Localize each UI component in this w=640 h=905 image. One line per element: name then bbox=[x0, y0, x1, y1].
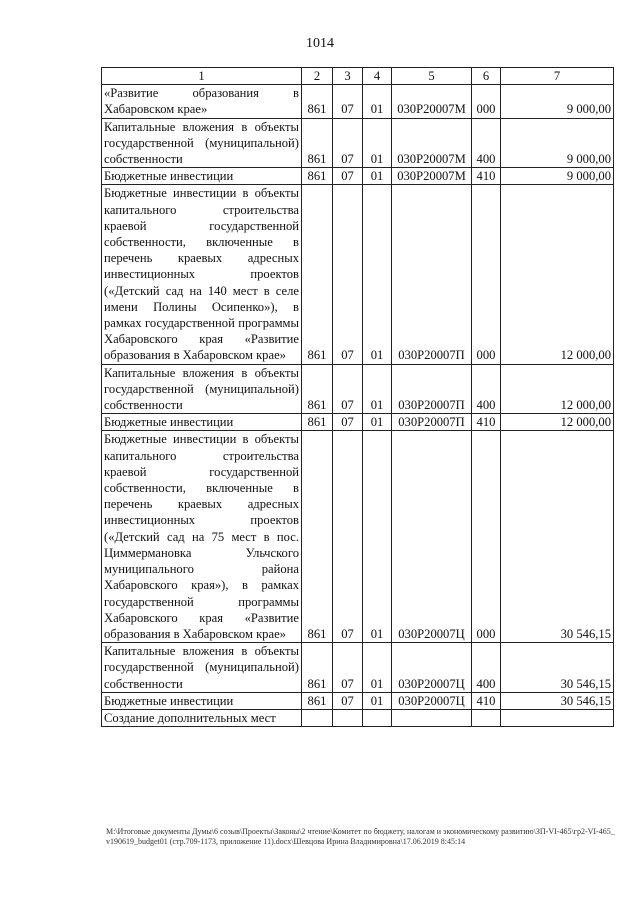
expense-type-cell: 410 bbox=[472, 168, 501, 185]
table-row bbox=[102, 85, 614, 118]
table-row bbox=[102, 692, 614, 709]
grbs-code-cell: 861 bbox=[302, 364, 333, 414]
table-row bbox=[102, 709, 614, 726]
target-article-cell: 030P20007M bbox=[392, 168, 472, 185]
expense-type-cell: 410 bbox=[472, 414, 501, 431]
grbs-code-cell: 861 bbox=[302, 118, 333, 168]
amount-cell: 12 000,00 bbox=[501, 364, 614, 414]
row-name-cell: Капитальные вложения в объекты государственной (муниципальной) собственности bbox=[102, 643, 302, 693]
section-code-cell: 07 bbox=[333, 168, 363, 185]
amount-cell: 9 000,00 bbox=[501, 168, 614, 185]
subsection-code-cell: 01 bbox=[363, 692, 392, 709]
target-article-cell: 030P20007M bbox=[392, 85, 472, 118]
row-name-cell: «Развитие образования в Хабаровском крае» bbox=[102, 85, 302, 118]
header-cell-5: 5 bbox=[392, 68, 472, 85]
target-article-cell: 030P20007M bbox=[392, 118, 472, 168]
amount-cell: 30 546,15 bbox=[501, 431, 614, 643]
grbs-code-cell: 861 bbox=[302, 85, 333, 118]
expense-type-cell: 400 bbox=[472, 643, 501, 693]
amount-cell: 9 000,00 bbox=[501, 85, 614, 118]
section-code-cell bbox=[333, 709, 363, 726]
subsection-code-cell: 01 bbox=[363, 414, 392, 431]
table-row bbox=[102, 168, 614, 185]
expense-type-cell bbox=[472, 709, 501, 726]
subsection-code-cell: 01 bbox=[363, 168, 392, 185]
table-row bbox=[102, 431, 614, 643]
document-path-footer: M:\Итоговые документы Думы\6 созыв\Проекты\Законы\2 чтение\Комитет по бюджету, налогам и экономическому развитию\ЗП-VI-465\гр2-VI-465_v190619_budget01 (стр.709-1173, приложение 11).docx\Шевцова Ирина Владимировна\17.06.2019 8:45:14 bbox=[106, 827, 615, 846]
row-name-cell: Бюджетные инвестиции в объекты капитального строительства краевой государственной собственности, включенные в перечень краевых адресных инвестиционных проектов («Детский сад на 75 мест в пос. Циммермановка Ульчского муниципального района Хабаровского края»), в рамках государственной программы Хабаровского края «Развитие образования в Хабаровском крае» bbox=[102, 431, 302, 643]
amount-cell: 30 546,15 bbox=[501, 692, 614, 709]
grbs-code-cell: 861 bbox=[302, 168, 333, 185]
expense-type-cell: 000 bbox=[472, 431, 501, 643]
subsection-code-cell: 01 bbox=[363, 118, 392, 168]
subsection-code-cell: 01 bbox=[363, 643, 392, 693]
section-code-cell: 07 bbox=[333, 643, 363, 693]
target-article-cell: 030P20007Ц bbox=[392, 692, 472, 709]
section-code-cell: 07 bbox=[333, 414, 363, 431]
amount-cell: 12 000,00 bbox=[501, 414, 614, 431]
grbs-code-cell: 861 bbox=[302, 185, 333, 364]
row-name-cell: Бюджетные инвестиции bbox=[102, 414, 302, 431]
section-code-cell: 07 bbox=[333, 364, 363, 414]
section-code-cell: 07 bbox=[333, 431, 363, 643]
header-cell-2: 2 bbox=[302, 68, 333, 85]
subsection-code-cell: 01 bbox=[363, 364, 392, 414]
subsection-code-cell: 01 bbox=[363, 431, 392, 643]
row-name-cell: Бюджетные инвестиции bbox=[102, 168, 302, 185]
grbs-code-cell bbox=[302, 709, 333, 726]
header-cell-7: 7 bbox=[501, 68, 614, 85]
row-name-cell: Бюджетные инвестиции bbox=[102, 692, 302, 709]
target-article-cell: 030P20007П bbox=[392, 185, 472, 364]
amount-cell: 12 000,00 bbox=[501, 185, 614, 364]
table-row bbox=[102, 185, 614, 364]
expense-type-cell: 000 bbox=[472, 85, 501, 118]
table-row bbox=[102, 118, 614, 168]
header-cell-4: 4 bbox=[363, 68, 392, 85]
target-article-cell: 030P20007Ц bbox=[392, 431, 472, 643]
grbs-code-cell: 861 bbox=[302, 414, 333, 431]
expense-type-cell: 400 bbox=[472, 364, 501, 414]
header-cell-1: 1 bbox=[102, 68, 302, 85]
table-row bbox=[102, 643, 614, 693]
section-code-cell: 07 bbox=[333, 692, 363, 709]
row-name-cell: Создание дополнительных мест bbox=[102, 709, 302, 726]
page-number: 1014 bbox=[306, 36, 334, 51]
subsection-code-cell: 01 bbox=[363, 185, 392, 364]
expense-type-cell: 410 bbox=[472, 692, 501, 709]
expense-type-cell: 400 bbox=[472, 118, 501, 168]
section-code-cell: 07 bbox=[333, 185, 363, 364]
target-article-cell: 030P20007Ц bbox=[392, 643, 472, 693]
amount-cell: 9 000,00 bbox=[501, 118, 614, 168]
row-name-cell: Капитальные вложения в объекты государственной (муниципальной) собственности bbox=[102, 364, 302, 414]
target-article-cell: 030P20007П bbox=[392, 364, 472, 414]
grbs-code-cell: 861 bbox=[302, 431, 333, 643]
header-cell-3: 3 bbox=[333, 68, 363, 85]
budget-table bbox=[101, 67, 614, 727]
subsection-code-cell: 01 bbox=[363, 85, 392, 118]
grbs-code-cell: 861 bbox=[302, 643, 333, 693]
section-code-cell: 07 bbox=[333, 85, 363, 118]
table-header-row bbox=[102, 68, 614, 85]
expense-type-cell: 000 bbox=[472, 185, 501, 364]
grbs-code-cell: 861 bbox=[302, 692, 333, 709]
table-row bbox=[102, 364, 614, 414]
target-article-cell bbox=[392, 709, 472, 726]
header-cell-6: 6 bbox=[472, 68, 501, 85]
row-name-cell: Капитальные вложения в объекты государственной (муниципальной) собственности bbox=[102, 118, 302, 168]
amount-cell: 30 546,15 bbox=[501, 643, 614, 693]
table-row bbox=[102, 414, 614, 431]
subsection-code-cell bbox=[363, 709, 392, 726]
target-article-cell: 030P20007П bbox=[392, 414, 472, 431]
section-code-cell: 07 bbox=[333, 118, 363, 168]
amount-cell bbox=[501, 709, 614, 726]
row-name-cell: Бюджетные инвестиции в объекты капитального строительства краевой государственной собственности, включенные в перечень краевых адресных инвестиционных проектов («Детский сад на 140 мест в селе имени Полины Осипенко»), в рамках государственной программы Хабаровского края «Развитие образования в Хабаровском крае» bbox=[102, 185, 302, 364]
